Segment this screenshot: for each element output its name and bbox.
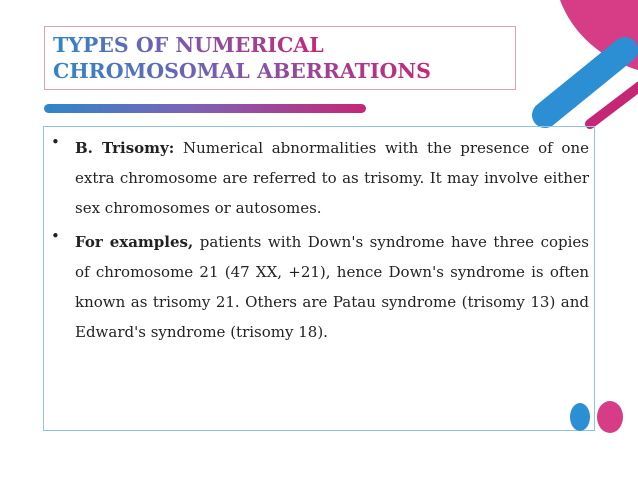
blue-oval-decoration [570,403,590,431]
page-title-line-2: CHROMOSOMAL ABERRATIONS [53,59,431,83]
bullet-marker: • [51,227,60,245]
title-box [44,26,516,90]
bullet-text [75,133,589,223]
pink-oval-decoration [597,401,623,433]
bullet-text [75,227,589,347]
bullet-lead: B. Trisomy: [75,139,175,157]
page-title-line-1: TYPES OF NUMERICAL [53,33,324,57]
title-underline-bar [44,104,366,113]
bullet-lead: For examples, [75,233,194,251]
bullet-body: patients with Down's syndrome have three copies of chromosome 21 (47 XX, +21), hence Down's syndrome is often known as trisomy 21. Others are Patau syndrome (trisomy 13) and Edward's syndrome (trisomy 18). [75,233,589,341]
content-box [43,126,595,431]
bullet-body: Numerical abnormalities with the presence of one extra chromosome are referred to as trisomy. It may involve either sex chromosomes or autosomes. [75,139,589,217]
bullet-marker: • [51,133,60,151]
